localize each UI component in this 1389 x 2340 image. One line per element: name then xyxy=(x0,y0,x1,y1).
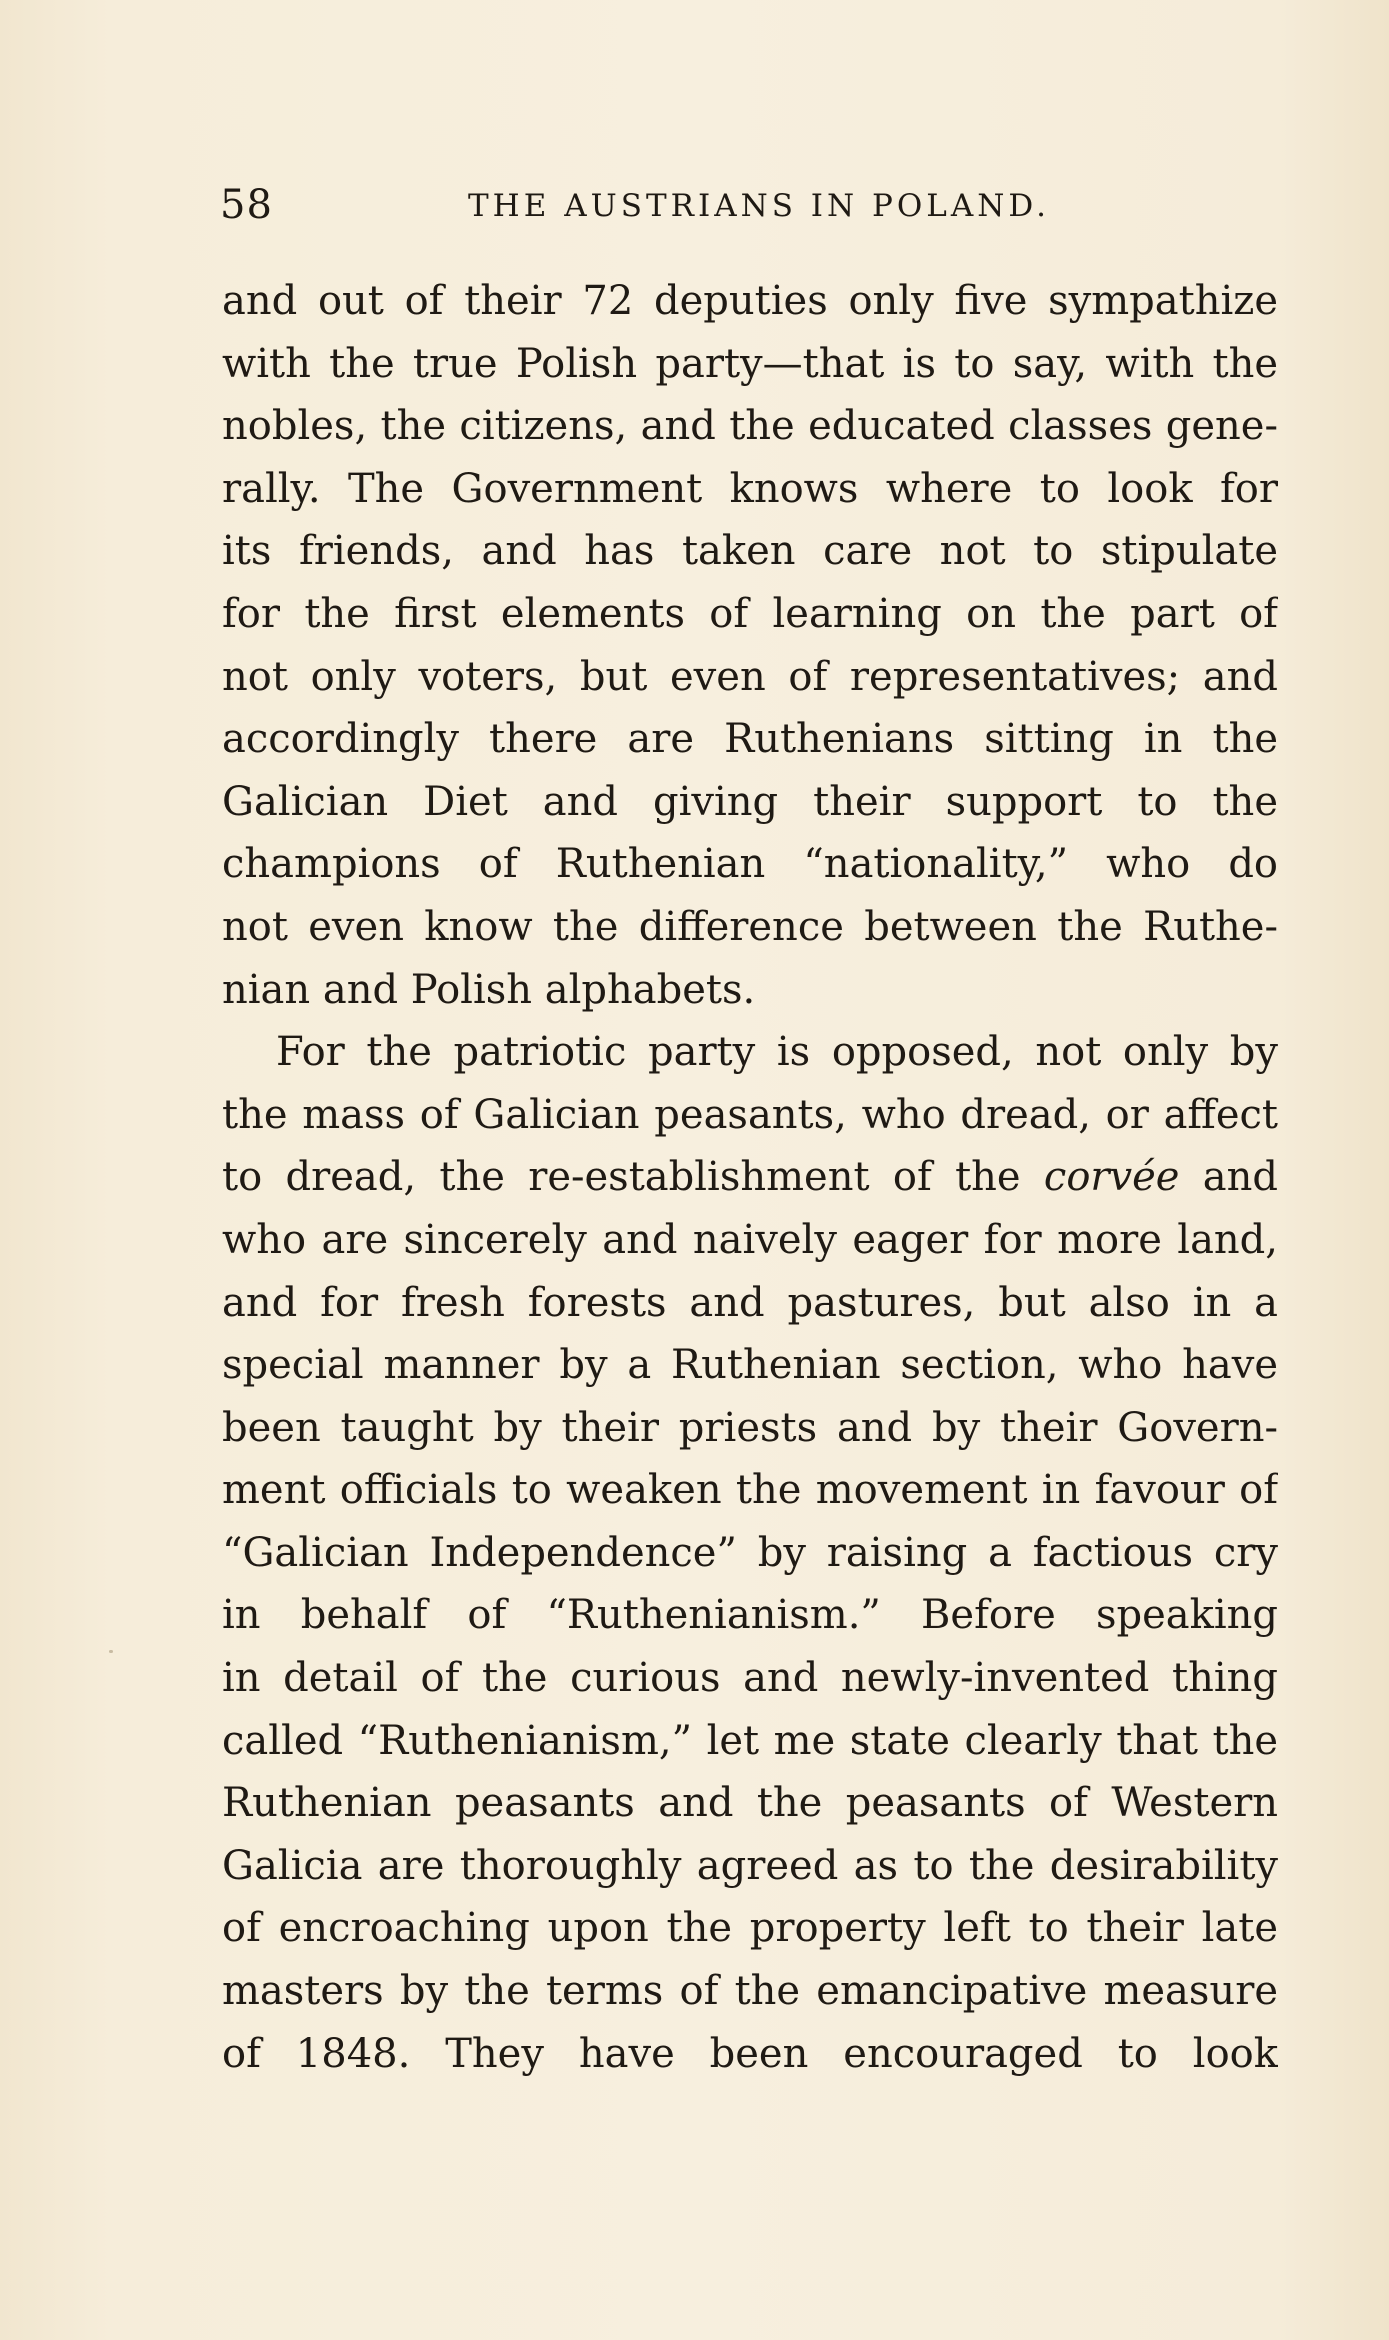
page-header xyxy=(220,182,1280,242)
paragraph-first-line: For the patriotic party is opposed, not only by xyxy=(276,1029,1278,1076)
text-line xyxy=(222,1146,1278,1209)
text-line: special manner by a Ruthenian section, who have xyxy=(222,1342,1278,1389)
text-line: in detail of the curious and newly-invented thing xyxy=(222,1655,1278,1702)
text-line: in behalf of “Ruthenianism.” Before speaking xyxy=(222,1592,1278,1639)
text-line: rally. The Government knows where to look for xyxy=(222,465,1278,512)
text-line: ment officials to weaken the movement in favour of xyxy=(222,1467,1278,1514)
text-line: and for fresh forests and pastures, but also in a xyxy=(222,1279,1278,1326)
text-line: of 1848. They have been encouraged to look xyxy=(222,2030,1278,2077)
text-line: masters by the terms of the emancipative measure xyxy=(222,1968,1278,2015)
text-line: of encroaching upon the property left to their late xyxy=(222,1905,1278,1952)
text-line: called “Ruthenianism,” let me state clearly that the xyxy=(222,1717,1278,1764)
paper-speck xyxy=(109,1650,113,1653)
text-line: its friends, and has taken care not to stipulate xyxy=(222,528,1278,575)
text-line: Ruthenian peasants and the peasants of Western xyxy=(222,1780,1278,1827)
running-title: THE AUSTRIANS IN POLAND. xyxy=(468,188,1051,224)
page-number: 58 xyxy=(220,182,273,228)
body-text xyxy=(222,270,1278,2085)
text-line: the mass of Galician peasants, who dread, or affect xyxy=(222,1091,1278,1138)
text-line: nian and Polish alphabets. xyxy=(222,966,756,1013)
text-line: not even know the difference between the Ruthe- xyxy=(222,903,1278,950)
text-line: with the true Polish party—that is to say, with the xyxy=(222,340,1278,387)
text-line: “Galician Independence” by raising a factious cry xyxy=(222,1529,1278,1576)
text-line: been taught by their priests and by their Govern- xyxy=(222,1404,1278,1451)
text-line: Galician Diet and giving their support to the xyxy=(222,778,1278,825)
text-line: not only voters, but even of representatives; and xyxy=(222,653,1278,700)
text-line: accordingly there are Ruthenians sitting in the xyxy=(222,716,1278,763)
text-line: champions of Ruthenian “nationality,” who do xyxy=(222,841,1278,888)
text-line: who are sincerely and naively eager for more land, xyxy=(222,1216,1278,1263)
text-segment: and xyxy=(1179,1154,1278,1201)
text-line: Galicia are thoroughly agreed as to the desirability xyxy=(222,1842,1278,1889)
text-segment: to dread, the re-establishment of the xyxy=(222,1154,1021,1201)
italic-term: corvée xyxy=(1043,1154,1180,1201)
text-line: and out of their 72 deputies only five sympathize xyxy=(222,278,1278,324)
text-line: for the first elements of learning on the part of xyxy=(222,590,1278,637)
text-line: nobles, the citizens, and the educated classes gene- xyxy=(222,403,1278,450)
